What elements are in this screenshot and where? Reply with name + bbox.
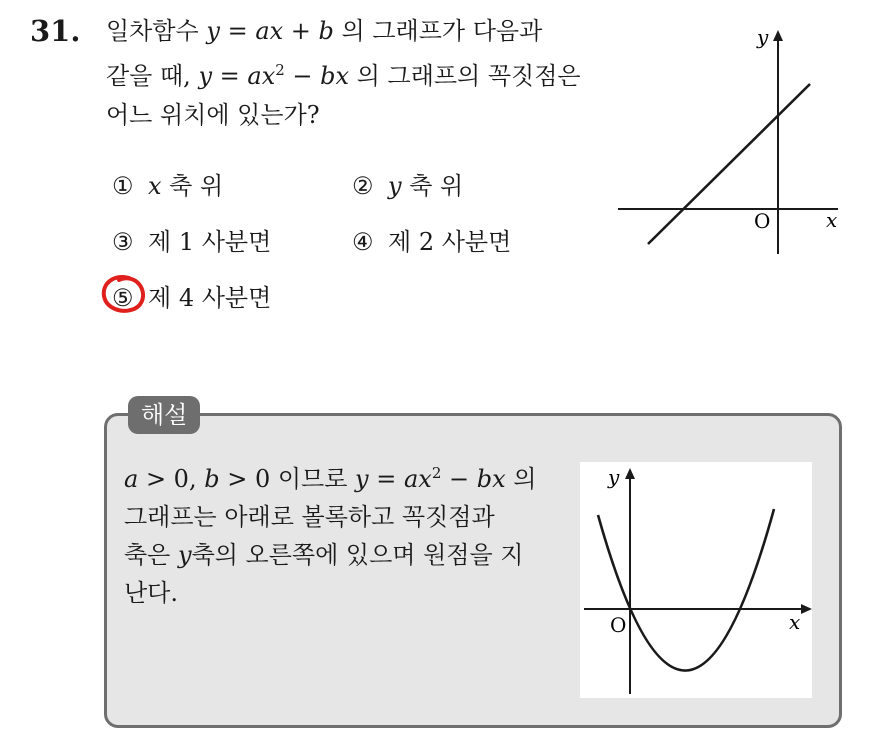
math-var: ax [255, 17, 284, 45]
parabola-graph-figure [580, 462, 812, 698]
text-run: 축의 오른쪽에 있으며 원점을 지 [191, 541, 524, 569]
parabola-curve [598, 509, 774, 671]
text-run: = [212, 62, 248, 90]
solution-line [124, 498, 564, 536]
choice-3[interactable] [112, 222, 271, 257]
question-number: 31. [30, 14, 81, 48]
text-run: 일차함수 [106, 17, 207, 45]
text-run: 그래프는 아래로 볼록하고 꼭짓점과 [124, 503, 495, 531]
question-line [106, 96, 596, 135]
x-axis-label: x [789, 610, 801, 634]
choice-1[interactable] [112, 166, 223, 201]
solution-line [124, 536, 564, 574]
origin-label: O [754, 209, 771, 233]
question-line [106, 51, 596, 96]
text-run: > 0 이므로 [219, 465, 356, 493]
math-var: bx [320, 62, 350, 90]
solution-text [124, 454, 564, 612]
math-exponent: 2 [431, 464, 442, 482]
math-var: y [178, 541, 192, 569]
choice-1-number: ① [112, 172, 134, 200]
x-axis-arrow [801, 604, 812, 614]
text-run: 같을 때, [106, 62, 199, 90]
choice-2-var: y [388, 172, 402, 200]
text-run: 의 그래프가 다음과 [333, 17, 543, 45]
question-line [106, 12, 596, 51]
choice-4[interactable] [352, 222, 511, 257]
choice-4-number: ④ [352, 228, 374, 256]
y-axis-arrow [625, 468, 635, 479]
text-run: = [219, 17, 256, 45]
choice-1-text: 축 위 [161, 172, 224, 200]
text-run: = [368, 465, 404, 493]
math-var: ax [247, 62, 276, 90]
choice-2-text: 축 위 [401, 172, 464, 200]
math-var: b [318, 17, 334, 45]
y-axis-label: y [608, 465, 620, 489]
x-axis-label: x [826, 208, 838, 232]
choice-3-number: ③ [112, 228, 134, 256]
math-var: y [198, 62, 213, 90]
text-run: + [283, 17, 319, 45]
origin-label: O [610, 613, 627, 637]
question-stem [106, 12, 596, 135]
text-run: − [441, 465, 477, 493]
line-graph [648, 84, 810, 244]
math-var: y [355, 465, 369, 493]
text-run: 난다. [124, 579, 178, 607]
linear-graph-figure [612, 22, 844, 262]
solution-line [124, 574, 564, 612]
math-var: bx [476, 465, 506, 493]
text-run: 의 [505, 465, 537, 493]
math-var: a [124, 465, 139, 493]
math-var: y [206, 17, 220, 45]
answer-circle-mark [99, 272, 149, 316]
math-var: b [204, 465, 220, 493]
text-run: > 0, [138, 465, 205, 493]
text-run: 어느 위치에 있는가? [106, 101, 320, 129]
choice-2[interactable] [352, 166, 463, 201]
solution-line [124, 454, 564, 498]
text-run: 축은 [124, 541, 178, 569]
math-var: ax [403, 465, 432, 493]
solution-tag: 해설 [128, 396, 200, 434]
choice-5-text: 제 4 사분면 [148, 284, 272, 312]
text-run: − [284, 62, 321, 90]
y-axis-label: y [757, 25, 769, 49]
choice-1-var: x [148, 172, 162, 200]
y-axis-arrow [773, 30, 783, 41]
text-run: 의 그래프의 꼭짓점은 [349, 62, 581, 90]
choice-2-number: ② [352, 172, 374, 200]
choice-3-text: 제 1 사분면 [148, 228, 272, 256]
math-exponent: 2 [275, 61, 285, 79]
choice-5-number: ⑤ [112, 284, 134, 312]
choice-4-text: 제 2 사분면 [388, 228, 512, 256]
